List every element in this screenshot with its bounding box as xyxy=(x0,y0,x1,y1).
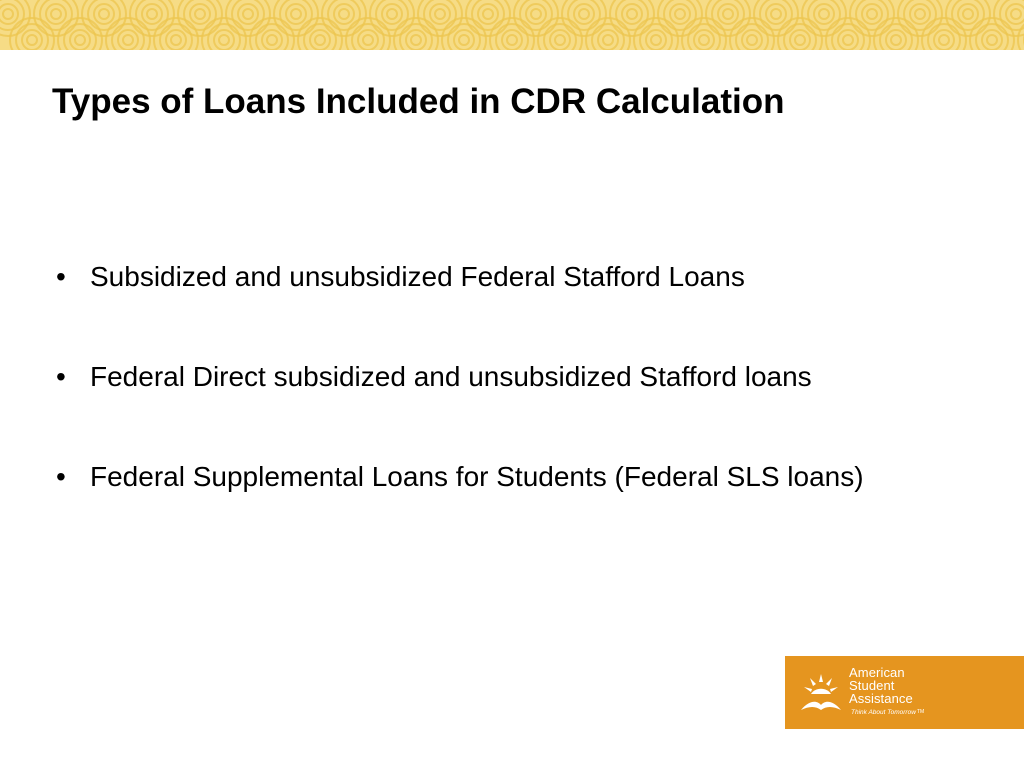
swirl-ring xyxy=(435,9,445,19)
swirl-ring xyxy=(286,4,306,24)
swirl-ring xyxy=(315,35,325,45)
swirl-ring xyxy=(622,4,642,24)
slide-title: Types of Loans Included in CDR Calculation xyxy=(52,82,785,121)
swirl-ring xyxy=(790,30,810,50)
swirl-ring xyxy=(267,35,277,45)
swirl-ring xyxy=(64,24,96,50)
swirl-ring xyxy=(723,9,733,19)
swirl-ring xyxy=(987,35,997,45)
swirl-ring xyxy=(208,24,240,50)
swirl-ring xyxy=(22,30,42,50)
swirl-ring xyxy=(339,9,349,19)
swirl-ring xyxy=(742,30,762,50)
swirl-ring xyxy=(592,24,624,50)
swirl-ring xyxy=(934,30,954,50)
swirl-ring xyxy=(454,30,474,50)
swirl-ring xyxy=(688,24,720,50)
swirl-ring xyxy=(243,9,253,19)
swirl-ring xyxy=(670,4,690,24)
swirl-ring xyxy=(675,9,685,19)
swirl-ring xyxy=(555,35,565,45)
swirl-ring xyxy=(400,24,432,50)
swirl-ring xyxy=(747,35,757,45)
swirl-ring xyxy=(814,4,834,24)
swirl-ring xyxy=(880,24,912,50)
swirl-ring xyxy=(982,30,1002,50)
swirl-ring xyxy=(214,30,234,50)
swirl-ring xyxy=(771,9,781,19)
swirl-ring xyxy=(646,30,666,50)
bullet-dot: • xyxy=(56,461,66,492)
swirl-ring xyxy=(195,9,205,19)
swirl-ring xyxy=(502,30,522,50)
logo-tagline: Think About Tomorrow xyxy=(851,709,916,716)
swirl-ring xyxy=(1011,9,1021,19)
swirl-ring xyxy=(27,35,37,45)
logo-trademark: TM xyxy=(917,709,925,715)
american-student-assistance-logo xyxy=(785,656,1024,729)
swirl-ring xyxy=(939,35,949,45)
swirl-ring xyxy=(430,4,450,24)
swirl-ring xyxy=(123,35,133,45)
bullet-text: Federal Direct subsidized and unsubsidized Stafford loans xyxy=(90,361,812,392)
swirl-ring xyxy=(310,30,330,50)
swirl-ring xyxy=(190,4,210,24)
swirl-ring xyxy=(219,35,229,45)
swirl-ring xyxy=(483,9,493,19)
swirl-ring xyxy=(891,35,901,45)
swirl-ring xyxy=(406,30,426,50)
logo-wordmark xyxy=(849,666,913,705)
swirl-ring xyxy=(262,30,282,50)
swirl-ring xyxy=(640,24,672,50)
swirl-ring xyxy=(70,30,90,50)
swirl-ring xyxy=(51,9,61,19)
swirl-ring xyxy=(411,35,421,45)
swirl-ring xyxy=(387,9,397,19)
bullet-item xyxy=(56,458,986,496)
bullet-text: Subsidized and unsubsidized Federal Stafford Loans xyxy=(90,261,745,292)
swirl-ring xyxy=(603,35,613,45)
swirl-ring xyxy=(46,4,66,24)
swirl-ring xyxy=(166,30,186,50)
swirl-ring xyxy=(238,4,258,24)
swirl-ring xyxy=(843,35,853,45)
swirl-ring xyxy=(160,24,192,50)
logo-line-american: American xyxy=(849,665,905,680)
swirl-ring xyxy=(886,30,906,50)
swirl-ring xyxy=(118,30,138,50)
swirl-ring xyxy=(459,35,469,45)
logo-line-assistance: Assistance xyxy=(849,691,913,706)
swirl-ring xyxy=(550,30,570,50)
swirl-ring xyxy=(574,4,594,24)
swirl-ring xyxy=(838,30,858,50)
swirl-ring xyxy=(736,24,768,50)
swirl-ring xyxy=(766,4,786,24)
bullet-dot: • xyxy=(56,361,66,392)
swirl-ring xyxy=(784,24,816,50)
swirl-ring xyxy=(496,24,528,50)
swirl-ring xyxy=(526,4,546,24)
bullet-item xyxy=(56,258,986,296)
logo-line-student: Student xyxy=(849,678,895,693)
swirl-ring xyxy=(579,9,589,19)
decorative-swirl-banner xyxy=(0,0,1024,50)
bullet-list xyxy=(56,258,986,496)
swirl-ring xyxy=(963,9,973,19)
swirl-ring xyxy=(958,4,978,24)
swirl-ring xyxy=(598,30,618,50)
swirl-ring xyxy=(819,9,829,19)
swirl-ring xyxy=(147,9,157,19)
swirl-ring xyxy=(334,4,354,24)
swirl-ring xyxy=(99,9,109,19)
swirl-ring xyxy=(16,24,48,50)
bullet-dot: • xyxy=(56,261,66,292)
swirl-ring xyxy=(112,24,144,50)
swirl-ring xyxy=(3,9,13,19)
swirl-ring xyxy=(627,9,637,19)
swirl-ring xyxy=(915,9,925,19)
swirl-ring xyxy=(531,9,541,19)
swirl-ring xyxy=(694,30,714,50)
swirl-ring xyxy=(976,24,1008,50)
swirl-ring xyxy=(718,4,738,24)
swirl-ring xyxy=(507,35,517,45)
swirl-ring xyxy=(651,35,661,45)
swirl-ring xyxy=(910,4,930,24)
bullet-item xyxy=(56,358,986,396)
swirl-ring xyxy=(171,35,181,45)
swirl-ring xyxy=(75,35,85,45)
swirl-ring xyxy=(867,9,877,19)
swirl-ring xyxy=(94,4,114,24)
swirl-pattern xyxy=(0,0,1024,50)
swirl-ring xyxy=(382,4,402,24)
bullet-text: Federal Supplemental Loans for Students (Federal SLS loans) xyxy=(90,461,864,492)
swirl-ring xyxy=(363,35,373,45)
swirl-ring xyxy=(358,30,378,50)
swirl-ring xyxy=(142,4,162,24)
swirl-ring xyxy=(448,24,480,50)
swirl-ring xyxy=(928,24,960,50)
swirl-ring xyxy=(862,4,882,24)
swirl-ring xyxy=(256,24,288,50)
swirl-ring xyxy=(291,9,301,19)
swirl-ring xyxy=(544,24,576,50)
swirl-ring xyxy=(478,4,498,24)
swirl-ring xyxy=(699,35,709,45)
sun-book-icon xyxy=(797,666,845,714)
swirl-ring xyxy=(832,24,864,50)
swirl-ring xyxy=(352,24,384,50)
swirl-ring xyxy=(795,35,805,45)
swirl-ring xyxy=(304,24,336,50)
